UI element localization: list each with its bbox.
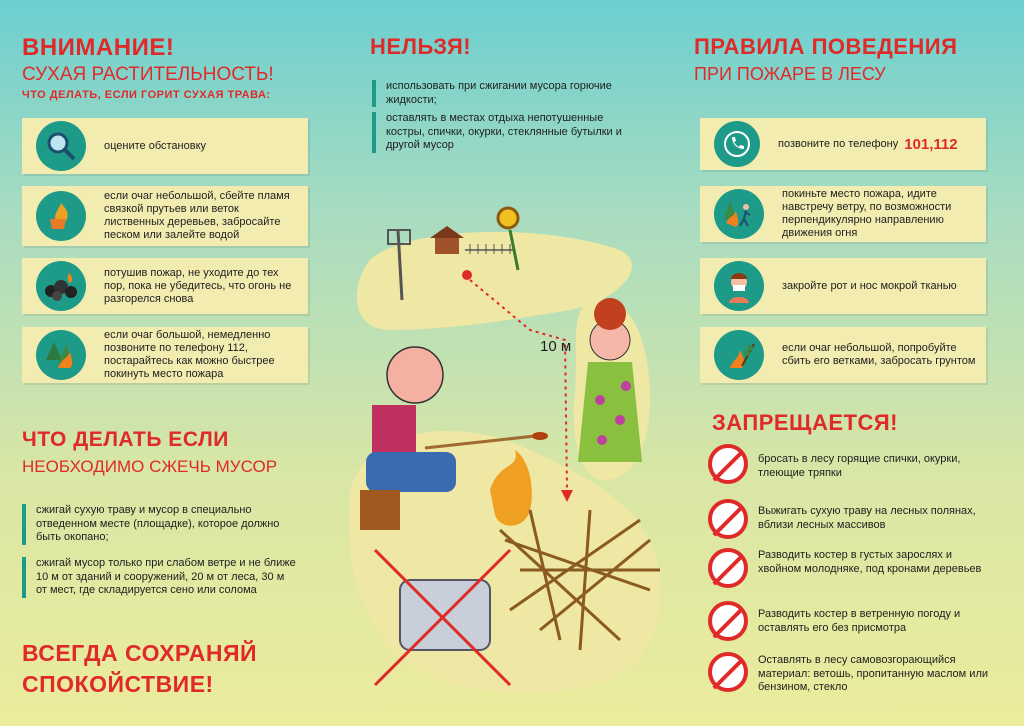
left-card-2 [22, 186, 308, 246]
left-card-1-text: оцените обстановку [104, 139, 207, 152]
burning-trees-icon [36, 330, 86, 380]
what-to-do-heading: ЧТО ДЕЛАТЬ, ЕСЛИ ГОРИТ СУХАЯ ТРАВА: [22, 89, 271, 101]
burn-trash-title: ЧТО ДЕЛАТЬ ЕСЛИ [22, 428, 229, 451]
left-card-4-text: если очаг большой, немедленно позвоните по телефону 112, постарайтесь как можно быстрее покинуть место пожара [104, 329, 275, 380]
rules-title: ПРАВИЛА ПОВЕДЕНИЯ [694, 34, 958, 59]
left-card-4 [22, 327, 308, 383]
attention-title: ВНИМАНИЕ! [22, 34, 175, 61]
right-card-1-text [778, 135, 958, 153]
man-head [387, 347, 443, 403]
forbidden-item-2: Выжигать сухую траву на лесных полянах, вблизи лесных массивов [758, 505, 976, 531]
coals-icon [36, 261, 86, 311]
origin-dot [462, 270, 472, 280]
right-card-4-text: если очаг небольшой, попробуйте сбить его ветками, забросать грунтом [782, 342, 976, 367]
phone-number: 101,112 [904, 135, 958, 153]
forbidden-item-4: Разводить костер в ветренную погоду и оставлять его без присмотра [758, 608, 961, 634]
distance-label: 10 м [540, 338, 572, 355]
call-text: позвоните по телефону [778, 137, 899, 150]
burn-item-1: сжигай сухую траву и мусор в специально отведенном месте (площадке), которое должно быть окопано; [22, 504, 290, 545]
no-fire-under-trees-icon [708, 548, 748, 588]
calm-line-1: ВСЕГДА СОХРАНЯЙ [22, 640, 258, 666]
woman-dress [578, 362, 642, 462]
magnifier-icon [36, 121, 86, 171]
no-grass-burning-icon [708, 499, 748, 539]
left-card-3 [22, 258, 308, 314]
no-matches-icon [708, 444, 748, 484]
person-mouth-cover-icon [714, 261, 764, 311]
no-flammable-trash-icon [708, 652, 748, 692]
rules-subtitle: ПРИ ПОЖАРЕ В ЛЕСУ [694, 64, 886, 84]
phone-icon [714, 121, 760, 167]
forbidden-item-3: Разводить костер в густых зарослях и хвойном молодняке, под кронами деревьев [758, 549, 982, 575]
fire-bucket-icon [36, 191, 86, 241]
man-legs [366, 452, 456, 492]
right-card-2 [700, 186, 986, 242]
burn-trash-subtitle: НЕОБХОДИМО СЖЕЧЬ МУСОР [22, 457, 278, 476]
burn-item-2: сжигай мусор только при слабом ветре и не ближе 10 м от зданий и сооружений, 20 м от леса, 30 м от мест, где складируется сено или солома [22, 557, 297, 598]
right-card-3-text: закройте рот и нос мокрой тканью [782, 279, 957, 292]
house [435, 238, 459, 254]
sunflower [498, 208, 518, 228]
forbidden-item-5: Оставлять в лесу самовозгорающийся материал: ветошь, пропитанную маслом или бензином, стекло [758, 654, 989, 693]
right-card-1 [700, 118, 986, 170]
left-card-1 [22, 118, 308, 174]
middle-item-2: оставлять в местах отдыха непотушенные костры, спички, окурки, стеклянные бутылки и другой мусор [372, 112, 642, 153]
person-running-icon [714, 189, 764, 239]
campfire-illustration [330, 190, 690, 710]
forbidden-title: ЗАПРЕЩАЕТСЯ! [712, 410, 898, 435]
dry-vegetation-subtitle: СУХАЯ РАСТИТЕЛЬНОСТЬ! [22, 64, 274, 85]
forbidden-item-1: бросать в лесу горящие спички, окурки, тлеющие тряпки [758, 453, 961, 479]
man-body [372, 405, 416, 457]
no-fire-windy-icon [708, 601, 748, 641]
right-card-4 [700, 327, 986, 383]
middle-item-1: использовать при сжигании мусора горючие жидкости; [372, 80, 612, 107]
calm-line-2: СПОКОЙСТВИЕ! [22, 671, 214, 697]
left-card-3-text: потушив пожар, не уходите до тех пор, пока не убедитесь, что огонь не разгорелся снова [104, 266, 292, 305]
left-card-2-text: если очаг небольшой, сбейте пламя связкой прутьев или веток лиственных деревьев, забросайте песком или залейте водой [104, 190, 290, 241]
right-card-3 [700, 258, 986, 314]
right-card-2-text: покиньте место пожара, идите навстречу ветру, по возможности перпендикулярно направлению движения огня [782, 188, 952, 239]
branch-fire-icon [714, 330, 764, 380]
forbidden-middle-title: НЕЛЬЗЯ! [370, 34, 472, 59]
